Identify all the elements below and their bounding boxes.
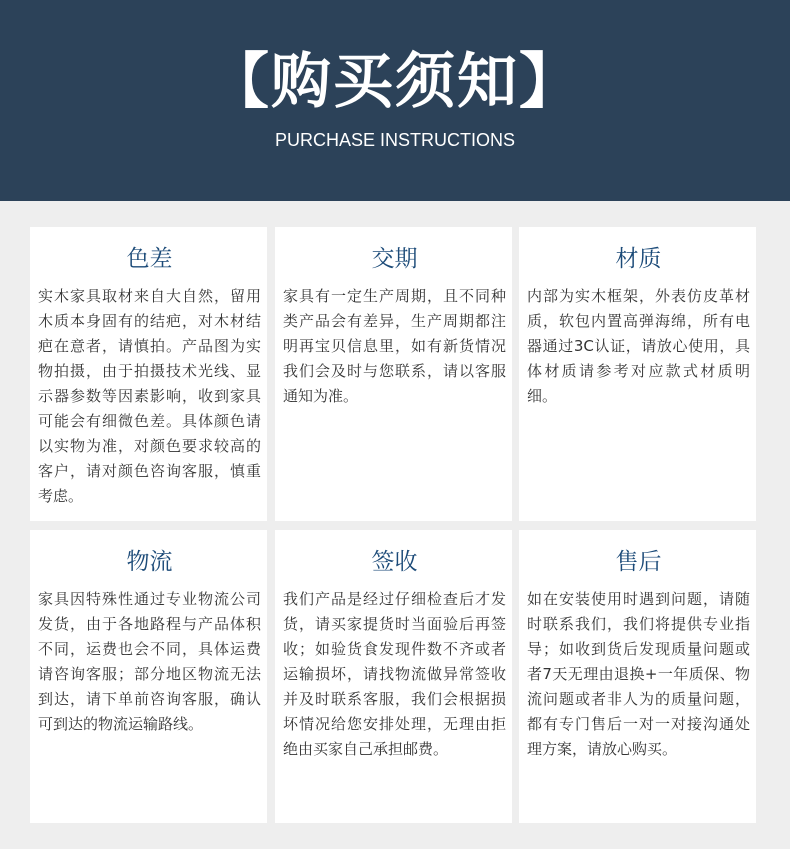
page-title: 【购买须知】: [209, 47, 581, 117]
card-body: 家具因特殊性通过专业物流公司发货，由于各地路程与产品体积不同，运费也会不同，具体运费请咨询客服；部分地区物流无法到达，请下单前咨询客服，确认可到达的物流运输路线。: [38, 590, 261, 733]
card-delivery-time: [275, 227, 512, 521]
card-sign-for: [275, 530, 512, 823]
header-banner: [0, 0, 790, 201]
card-title: 色差: [126, 246, 173, 272]
instructions-grid: [0, 201, 790, 849]
card-title: 材质: [615, 246, 662, 272]
card-body: 家具有一定生产周期，且不同种类产品会有差异，生产周期都注明再宝贝信息里，如有新货情况我们会及时与您联系，请以客服通知为准。: [283, 287, 506, 405]
card-color-difference: [30, 227, 267, 521]
card-after-sales: [519, 530, 756, 823]
card-body: 实木家具取材来自大自然，留用木质本身固有的结疤，对木材结疤在意者，请慎拍。产品图为实物拍摄，由于拍摄技术光线、显示器参数等因素影响，收到家具可能会有细微色差。具体颜色请以实物为准，对颜色要求较高的客户，请对颜色咨询客服，慎重考虑。: [38, 287, 261, 505]
card-title: 物流: [126, 549, 173, 575]
card-logistics: [30, 530, 267, 823]
card-material: [519, 227, 756, 521]
card-body: 内部为实木框架，外表仿皮革材质，软包内置高弹海绵，所有电器通过3C认证，请放心使用，具体材质请参考对应款式材质明细。: [527, 287, 750, 405]
card-title: 签收: [371, 549, 418, 575]
card-body: 我们产品是经过仔细检查后才发货，请买家提货时当面验后再签收；如验货食发现件数不齐或者运输损坏，请找物流做异常签收并及时联系客服，我们会根据损坏情况给您安排处理，无理由拒绝由买家自己承担邮费。: [283, 590, 506, 758]
page-subtitle: PURCHASE INSTRUCTIONS: [274, 130, 516, 150]
card-body: 如在安装使用时遇到问题，请随时联系我们，我们将提供专业指导；如收到货后发现质量问题或者7天无理由退换+一年质保、物流问题或者非人为的质量问题，都有专门售后一对一对接沟通处理方案，请放心购买。: [527, 590, 750, 758]
card-title: 售后: [615, 549, 662, 575]
card-title: 交期: [371, 246, 418, 272]
